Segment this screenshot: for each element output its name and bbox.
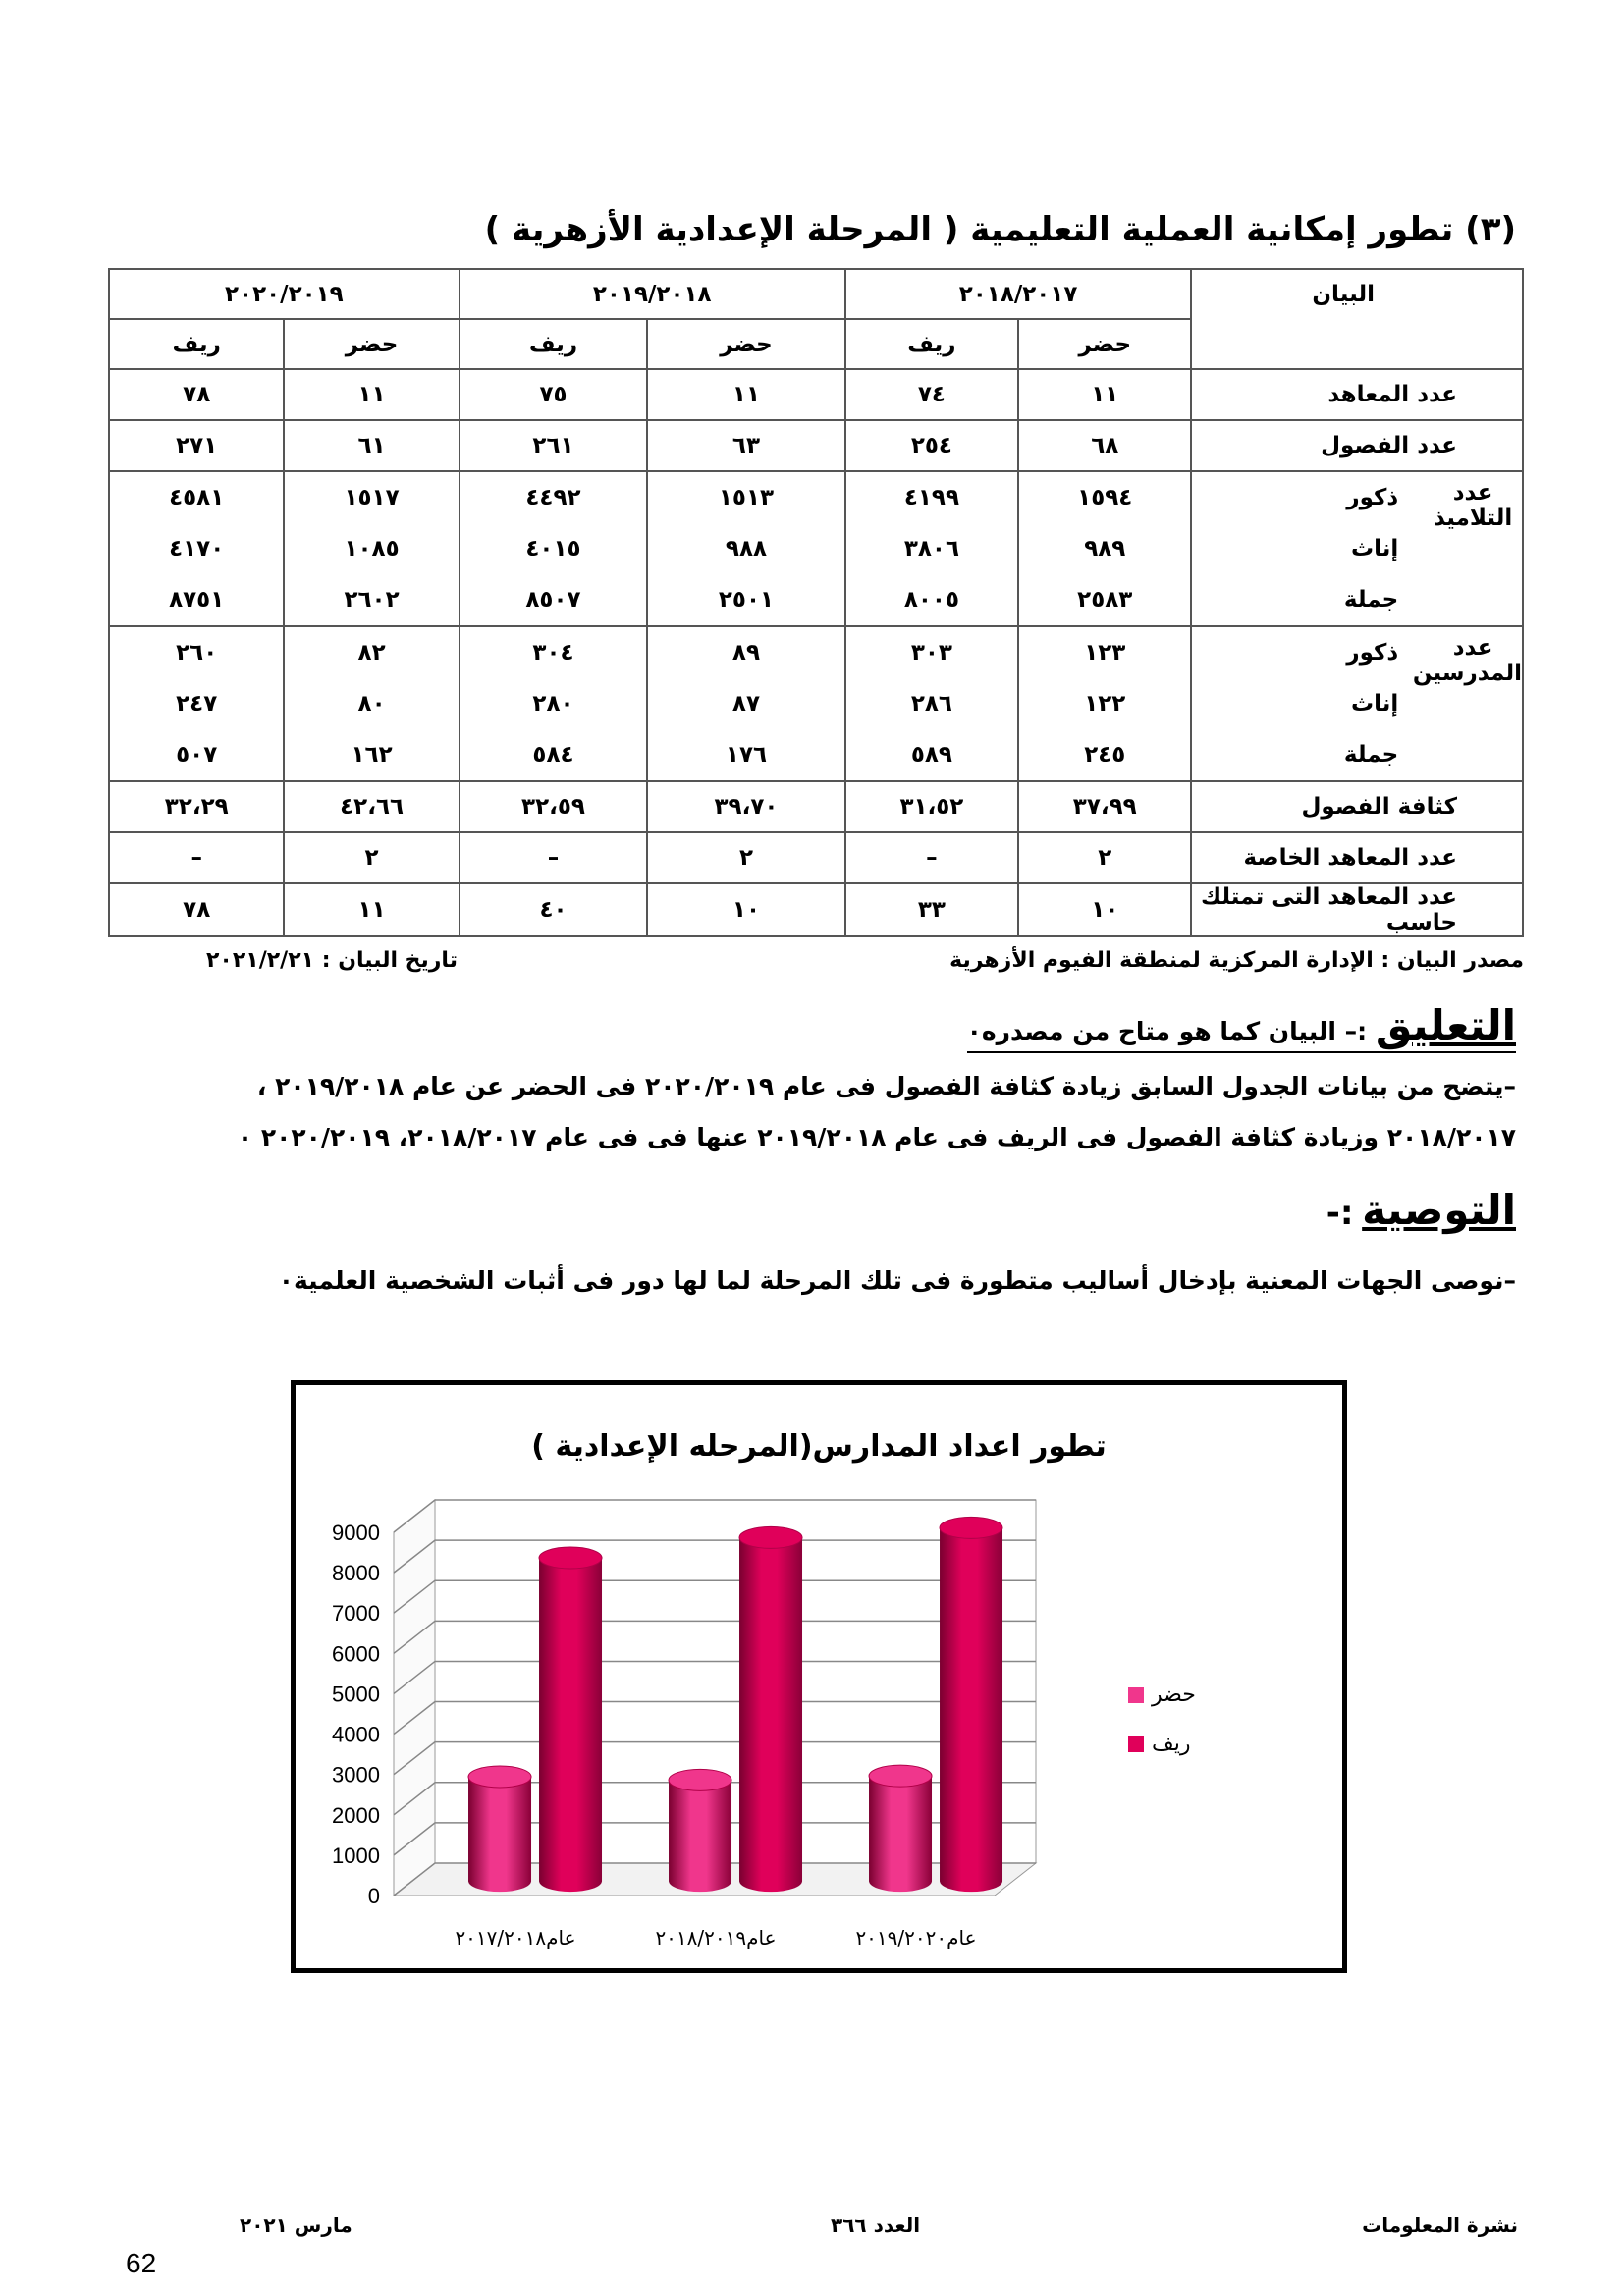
table-cell (460, 626, 647, 781)
table-row (109, 883, 1523, 936)
table-cell (647, 471, 845, 626)
page-number: 62 (126, 2248, 157, 2278)
value: ١٢٢ (1084, 691, 1126, 717)
footer-issue: العدد ٣٦٦ (831, 2214, 921, 2237)
table-cell: ٦١ (284, 420, 459, 471)
sex-label: ذكور (1346, 485, 1399, 510)
value: ٣٨٠٦ (903, 536, 959, 561)
teachers-sex-labels (1191, 626, 1424, 781)
table-cell (284, 626, 459, 781)
data-date: تاريخ البيان : ٢٠٢١/٢/٢١ (206, 948, 458, 973)
sex-label: جملة (1343, 587, 1399, 613)
value: ٢٤٥ (1084, 742, 1126, 768)
row-label: عدد المعاهد الخاصة (1191, 832, 1523, 883)
value: ٢٦٠ (176, 640, 218, 666)
table-cell: ٣٢،٢٩ (109, 781, 284, 832)
y-tick-label: 1000 (332, 1842, 380, 1868)
value: ٥٨٩ (910, 742, 952, 768)
table-cell: ٣١،٥٢ (845, 781, 1018, 832)
table-cell: ٢٧١ (109, 420, 284, 471)
bar-top (539, 1547, 602, 1569)
x-category-label: عام٢٠١٧/٢٠١٨ (455, 1926, 576, 1949)
chart-side-wall (394, 1500, 435, 1896)
table-cell: ٤٢،٦٦ (284, 781, 459, 832)
bar-rural (539, 1558, 602, 1892)
legend-swatch (1128, 1687, 1144, 1703)
value: ٩٨٩ (1084, 536, 1126, 561)
students-sex-labels (1191, 471, 1424, 626)
table-cell: ٢٥٤ (845, 420, 1018, 471)
recommendation-title: التوصية (1362, 1186, 1516, 1234)
value: ١٥١٧ (344, 485, 400, 510)
rural-header: ريف (845, 319, 1018, 369)
value: ٨٠٠٥ (903, 587, 959, 613)
urban-header: حضر (1018, 319, 1191, 369)
y-tick-label: 3000 (332, 1762, 380, 1788)
bar-rural (739, 1537, 802, 1892)
value: ٨٧ (731, 691, 760, 717)
table-cell (845, 626, 1018, 781)
table-cell (284, 471, 459, 626)
value: ٢٦٠٢ (344, 587, 400, 613)
sex-label: إناث (1350, 691, 1399, 717)
table-cell: ٢ (284, 832, 459, 883)
row-label: عدد الفصول (1191, 420, 1523, 471)
value: ٢٨٠ (532, 691, 574, 717)
value: ٢٨٦ (910, 691, 952, 717)
page-heading: (٣) تطور إمكانية العملية التعليمية ( المرحلة الإعدادية الأزهرية ) (484, 210, 1516, 249)
students-label: عدد التلاميذ (1424, 471, 1523, 626)
table-row (109, 369, 1523, 420)
row-label: عدد المعاهد (1191, 369, 1523, 420)
value: ١٧٦ (725, 742, 768, 768)
table-cell (109, 626, 284, 781)
bar-top (940, 1517, 1002, 1538)
y-tick-label: 8000 (332, 1561, 380, 1586)
value: ١٢٣ (1084, 640, 1126, 666)
value: ٩٨٨ (725, 536, 768, 561)
y-tick-label: 6000 (332, 1641, 380, 1667)
table-cell: ١٠ (647, 883, 845, 936)
table-cell: – (845, 832, 1018, 883)
chart-container (291, 1380, 1347, 1973)
x-category-label: عام٢٠١٩/٢٠٢٠ (855, 1926, 977, 1949)
y-tick-label: 0 (367, 1884, 380, 1908)
table-cell: ٣٢،٥٩ (460, 781, 647, 832)
table-cell: ٢ (647, 832, 845, 883)
comment-line-1: –يتضح من بيانات الجدول السابق زيادة كثافة الفصول فى عام ٢٠٢٠/٢٠١٩ فى الحضر عن عام ٢٠١٩/٢٠١٨ ، (256, 1072, 1516, 1100)
table-cell: ٤٠ (460, 883, 647, 936)
footer-publication: نشرة المعلومات (1362, 2214, 1518, 2237)
table-cell: ٣٩،٧٠ (647, 781, 845, 832)
table-row (109, 832, 1523, 883)
legend-label: حضر (1152, 1682, 1196, 1707)
table-cell: ٣٣ (845, 883, 1018, 936)
value: ٢٥٠١ (718, 587, 775, 613)
teachers-label: عدد المدرسين (1424, 626, 1523, 781)
y-tick-label: 5000 (332, 1682, 380, 1707)
sex-label: إناث (1350, 536, 1399, 561)
urban-header: حضر (284, 319, 459, 369)
table-cell: ٧٥ (460, 369, 647, 420)
table-cell: ١١ (284, 883, 459, 936)
value: ١٠٨٥ (344, 536, 400, 561)
value: ٣٠٤ (532, 640, 574, 666)
legend-swatch (1128, 1736, 1144, 1752)
value: ٢٤٧ (176, 691, 218, 717)
value: ٤٠١٥ (525, 536, 581, 561)
footer-date: مارس ٢٠٢١ (240, 2214, 352, 2237)
value: ٤٤٩٢ (525, 485, 581, 510)
teachers-row (109, 626, 1523, 781)
students-row (109, 471, 1523, 626)
bar-rural (940, 1527, 1002, 1892)
table-cell: ١١ (284, 369, 459, 420)
table-cell (845, 471, 1018, 626)
value: ٥٨٤ (532, 742, 574, 768)
year-header-3: ٢٠٢٠/٢٠١٩ (109, 269, 460, 319)
value: ١٥٩٤ (1077, 485, 1133, 510)
recommendation-heading (1326, 1186, 1516, 1234)
data-source: مصدر البيان : الإدارة المركزية لمنطقة الفيوم الأزهرية (949, 948, 1524, 973)
comment-title: التعليق (1375, 1001, 1516, 1049)
value: ٤٥٨١ (169, 485, 225, 510)
recommendation-lead: :- (1326, 1194, 1354, 1233)
table-cell: ٣٧،٩٩ (1018, 781, 1191, 832)
bar-top (669, 1769, 731, 1790)
table-cell: ١١ (647, 369, 845, 420)
y-tick-label: 7000 (332, 1601, 380, 1627)
value: ٤١٧٠ (169, 536, 225, 561)
table-cell: ١٠ (1018, 883, 1191, 936)
table-cell (1018, 626, 1191, 781)
table-cell: – (460, 832, 647, 883)
table-cell: ٦٨ (1018, 420, 1191, 471)
bar-urban (669, 1780, 731, 1892)
table-cell: ٢ (1018, 832, 1191, 883)
value: ٨٠ (357, 691, 386, 717)
year-header-2: ٢٠١٩/٢٠١٨ (460, 269, 845, 319)
bar-top (468, 1766, 531, 1788)
year-header-1: ٢٠١٨/٢٠١٧ (845, 269, 1192, 319)
value: ٨٥٠٧ (525, 587, 581, 613)
sex-label: جملة (1343, 742, 1399, 768)
education-table (108, 268, 1524, 937)
bar-top (739, 1526, 802, 1548)
recommendation-line: –نوصى الجهات المعنية بإدخال أساليب متطورة فى تلك المرحلة لما لها دور فى أثبات الشخصية العلمية٠ (278, 1266, 1516, 1295)
table-cell: ٦٣ (647, 420, 845, 471)
table-cell: ٢٦١ (460, 420, 647, 471)
value: ٢٥٨٣ (1077, 587, 1133, 613)
bar-urban (468, 1777, 531, 1892)
value: ١٦٢ (351, 742, 393, 768)
y-tick-label: 2000 (332, 1802, 380, 1828)
legend-label: ريف (1152, 1732, 1191, 1756)
x-category-label: عام٢٠١٨/٢٠١٩ (655, 1926, 777, 1949)
value: ٨٧٥١ (169, 587, 225, 613)
table-cell: – (109, 832, 284, 883)
table-cell: ٧٨ (109, 883, 284, 936)
table-cell: ١١ (1018, 369, 1191, 420)
table-cell: ٧٤ (845, 369, 1018, 420)
row-label: كثافة الفصول (1191, 781, 1523, 832)
table-cell: ٧٨ (109, 369, 284, 420)
table-row (109, 420, 1523, 471)
comment-line-2: ٢٠١٨/٢٠١٧ وزيادة كثافة الفصول فى الريف فى عام ٢٠١٩/٢٠١٨ عنها فى فى عام ٢٠١٨/٢٠١٧، ٢٠٢٠/٢٠١٩ ٠ (237, 1123, 1516, 1151)
table-cell (109, 471, 284, 626)
table-cell (460, 471, 647, 626)
table-cell (1018, 471, 1191, 626)
y-tick-label: 4000 (332, 1722, 380, 1747)
bar-chart (296, 1385, 1342, 1968)
label-header: البيان (1191, 269, 1523, 369)
y-tick-label: 9000 (332, 1521, 380, 1545)
value: ٨٩ (731, 640, 760, 666)
table-cell (647, 626, 845, 781)
rural-header: ريف (460, 319, 647, 369)
value: ٤١٩٩ (903, 485, 959, 510)
value: ٥٠٧ (176, 742, 218, 768)
comment-lead: :– البيان كما هو متاح من مصدره٠ (966, 1017, 1368, 1045)
bar-urban (869, 1776, 932, 1892)
bar-top (869, 1765, 932, 1787)
table-row (109, 781, 1523, 832)
value: ٣٠٣ (910, 640, 952, 666)
value: ١٥١٣ (718, 485, 775, 510)
chart-title: تطور اعداد المدارس(المرحله الإعدادية ) (531, 1429, 1107, 1464)
row-label: عدد المعاهد التى تمتلك حاسب (1191, 883, 1523, 936)
value: ٨٢ (357, 640, 386, 666)
rural-header: ريف (109, 319, 284, 369)
sex-label: ذكور (1346, 640, 1399, 666)
urban-header: حضر (647, 319, 845, 369)
comment-heading (967, 1001, 1516, 1053)
